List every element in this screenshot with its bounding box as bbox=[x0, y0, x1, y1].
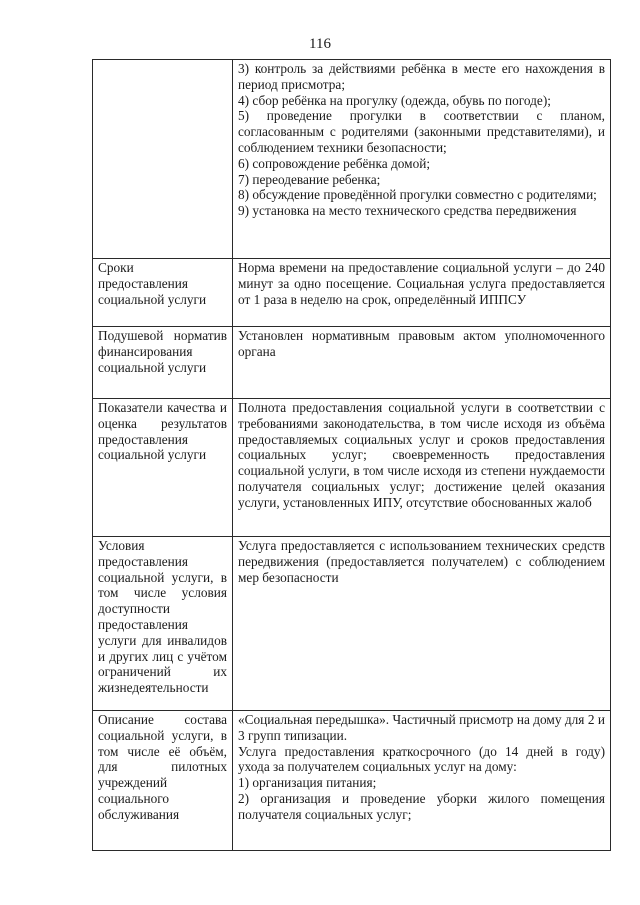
content-line: 2) организация и проведение уборки жилого помещения получателя социальных услуг; bbox=[238, 790, 605, 822]
content-line: 4) сбор ребёнка на прогулку (одежда, обувь по погоде); bbox=[238, 92, 551, 108]
table-row bbox=[93, 399, 611, 537]
row-label bbox=[93, 60, 233, 259]
table-row bbox=[93, 60, 611, 259]
content-line: 5) проведение прогулки в соответствии с планом, согласованным с родителями (законными представителями), и соблюдением техники безопасности; bbox=[238, 108, 605, 155]
content-line: Услуга предоставления краткосрочного (до 14 дней в году) ухода за получателем социальных услуг на дому: bbox=[238, 743, 605, 775]
table-row bbox=[93, 711, 611, 851]
row-label: Условия предоставления социальной услуги, в том числе условия доступности предоставления услуги для инвалидов и других лиц с учётом ограничений их жизнедеятельности bbox=[93, 537, 233, 711]
row-label: Подушевой норматив финансирования социальной услуги bbox=[93, 327, 233, 399]
content-line: «Социальная передышка». Частичный присмотр на дому для 2 и 3 групп типизации. bbox=[238, 712, 605, 743]
service-table bbox=[92, 59, 611, 851]
content-line: 7) переодевание ребенка; bbox=[238, 171, 381, 187]
table-row bbox=[93, 259, 611, 327]
content-line: Установлен нормативным правовым актом уполномоченного органа bbox=[238, 328, 605, 359]
content-line: 3) контроль за действиями ребёнка в месте его нахождения в период присмотра; bbox=[238, 61, 605, 92]
row-content bbox=[233, 537, 611, 711]
row-label: Показатели качества и оценка результатов предоставления социальной услуги bbox=[93, 399, 233, 537]
row-content bbox=[233, 399, 611, 537]
content-line: Услуга предоставляется с использованием технических средств передвижения (предоставляется получателем) с соблюдением мер безопасности bbox=[238, 538, 605, 585]
table-row bbox=[93, 327, 611, 399]
content-line: Норма времени на предоставление социальной услуги – до 240 минут за одно посещение. Социальная услуга предоставляется от 1 раза в неделю на срок, определённый ИППСУ bbox=[238, 260, 605, 307]
page-number: 116 bbox=[309, 36, 331, 52]
row-content bbox=[233, 711, 611, 851]
content-line: Полнота предоставления социальной услуги в соответствии с требованиями законодательства, в том числе исходя из объёма предоставляемых социальных услуг и сроков предоставления социальных услуг; своевременность предоставления социальной услуги, в том числе исходя из степени нуждаемости получателя социальных услуг; достижение целей оказания услуги, установленных ИПУ, отсутствие обоснованных жалоб bbox=[238, 400, 605, 510]
content-line: 6) сопровождение ребёнка домой; bbox=[238, 155, 431, 171]
row-label: Сроки предоставления социальной услуги bbox=[93, 259, 233, 327]
content-line: 8) обсуждение проведённой прогулки совместно с родителями; bbox=[238, 187, 597, 203]
table-row bbox=[93, 537, 611, 711]
row-content bbox=[233, 327, 611, 399]
content-line: 9) установка на место технического средства передвижения bbox=[238, 203, 577, 219]
row-content bbox=[233, 259, 611, 327]
row-label: Описание состава социальной услуги, в том числе её объём, для пилотных учреждений социального обслуживания bbox=[93, 711, 233, 851]
row-content bbox=[233, 60, 611, 259]
content-line: 1) организация питания; bbox=[238, 775, 377, 791]
